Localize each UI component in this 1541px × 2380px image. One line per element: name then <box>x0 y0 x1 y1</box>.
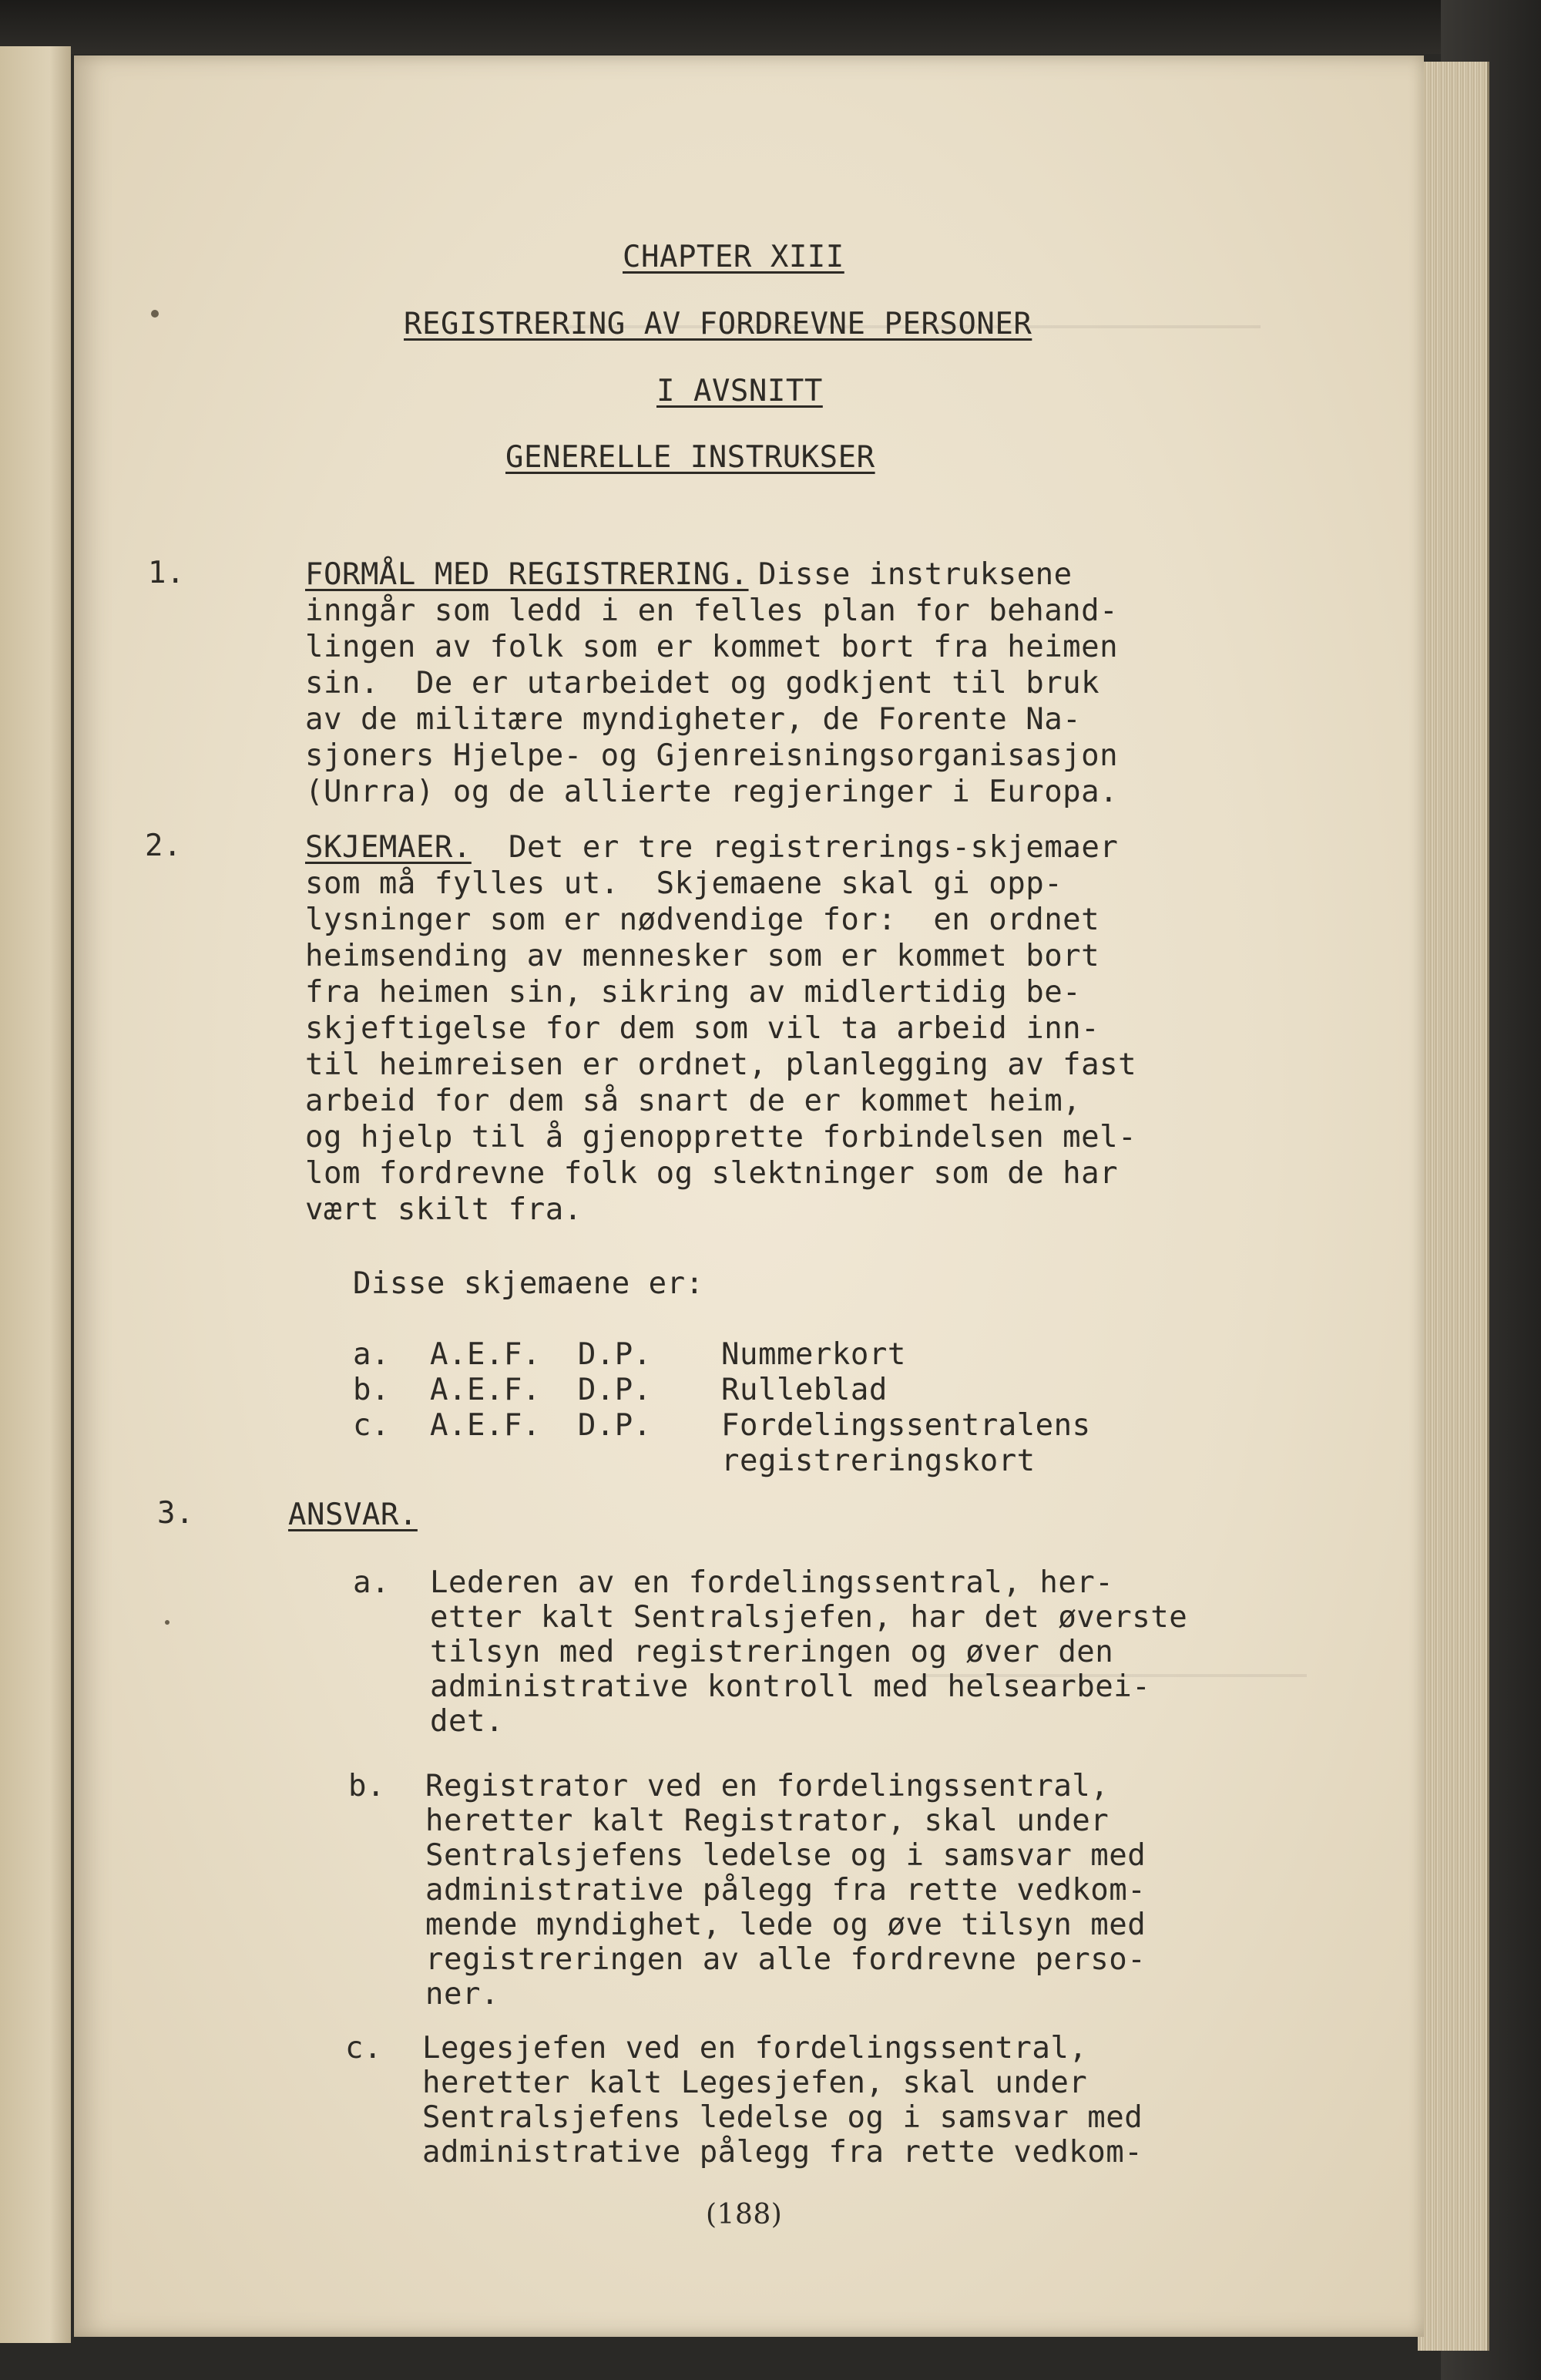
paragraph-line: som må fylles ut. Skjemaene skal gi opp- <box>305 866 1063 901</box>
paragraph-line: det. <box>430 1704 504 1739</box>
paragraph-line: administrative pålegg fra rette vedkom- <box>422 2135 1143 2170</box>
paragraph-line: mende myndighet, lede og øve tilsyn med <box>425 1908 1147 1942</box>
item-number: 2. <box>145 829 182 863</box>
paragraph-line: Registrator ved en fordelingssentral, <box>425 1769 1110 1803</box>
paragraph-line: lysninger som er nødvendige for: en ordnet <box>305 903 1100 937</box>
book-page-edges <box>1418 62 1489 2351</box>
form-name-continued: registreringskort <box>721 1444 1036 1478</box>
item-heading-skjemaer: SKJEMAER. <box>305 830 472 865</box>
paragraph-line: inngår som ledd i en felles plan for behand- <box>305 593 1119 628</box>
facing-page-edge <box>0 46 71 2343</box>
paragraph-line: heimsending av mennesker som er kommet bort <box>305 939 1100 973</box>
document-title: REGISTRERING AV FORDREVNE PERSONER <box>404 307 1032 341</box>
paragraph-line: lingen av folk som er kommet bort fra heimen <box>305 630 1119 664</box>
item-heading-formal: FORMÅL MED REGISTRERING. <box>305 557 749 592</box>
page-number: (188) <box>706 2199 783 2230</box>
scan-backdrop-top <box>0 0 1541 54</box>
form-code: A.E.F. D.P. <box>430 1337 652 1372</box>
paragraph-line: tilsyn med registreringen og øver den <box>430 1635 1114 1669</box>
paragraph-line: heretter kalt Legesjefen, skal under <box>422 2066 1088 2100</box>
item-number: 3. <box>157 1496 194 1531</box>
form-name: Nummerkort <box>721 1337 906 1372</box>
paragraph-line: registreringen av alle fordrevne perso- <box>425 1942 1147 1977</box>
item-number: 1. <box>148 556 185 590</box>
subtitle-heading: GENERELLE INSTRUKSER <box>505 440 875 475</box>
paragraph-line: og hjelp til å gjenopprette forbindelsen mel- <box>305 1120 1137 1155</box>
paragraph-line: til heimreisen er ordnet, planlegging av fast <box>305 1047 1137 1082</box>
margin-speck <box>165 1620 170 1625</box>
paragraph-line: skjeftigelse for dem som vil ta arbeid inn- <box>305 1011 1100 1046</box>
item-heading-ansvar: ANSVAR. <box>288 1498 418 1532</box>
paragraph-line: (Unrra) og de allierte regjeringer i Europa. <box>305 775 1119 809</box>
form-code: A.E.F. D.P. <box>430 1373 652 1407</box>
paragraph-line: administrative pålegg fra rette vedkom- <box>425 1873 1147 1908</box>
form-letter: b. <box>353 1373 390 1407</box>
form-name: Rulleblad <box>721 1373 888 1407</box>
chapter-heading: CHAPTER XIII <box>623 240 844 274</box>
paragraph-line: Sentralsjefens ledelse og i samsvar med <box>422 2100 1143 2135</box>
paragraph-line: lom fordrevne folk og slektninger som de har <box>305 1156 1119 1191</box>
paragraph-line: arbeid for dem så snart de er kommet heim, <box>305 1084 1082 1118</box>
paragraph-line: administrative kontroll med helsearbei- <box>430 1669 1151 1704</box>
subitem-letter: a. <box>353 1565 390 1600</box>
paragraph-line: etter kalt Sentralsjefen, har det øverste <box>430 1600 1188 1635</box>
paragraph-line: vært skilt fra. <box>305 1192 582 1227</box>
paragraph-line: Det er tre registrerings-skjemaer <box>472 830 1119 865</box>
forms-intro: Disse skjemaene er: <box>353 1266 704 1301</box>
paragraph-line: Sentralsjefens ledelse og i samsvar med <box>425 1838 1147 1873</box>
paragraph-line: sjoners Hjelpe- og Gjenreisningsorganisasjon <box>305 738 1119 773</box>
section-heading: I AVSNITT <box>656 374 823 408</box>
paragraph-line: Disse instruksene <box>740 557 1073 592</box>
paragraph-line: Legesjefen ved en fordelingssentral, <box>422 2031 1088 2066</box>
subitem-letter: b. <box>348 1769 385 1803</box>
margin-speck <box>151 310 159 318</box>
paragraph-line: av de militære myndigheter, de Forente Na- <box>305 702 1082 737</box>
paragraph-line: ner. <box>425 1977 499 2012</box>
paragraph-line: heretter kalt Registrator, skal under <box>425 1803 1110 1838</box>
paragraph-line: Lederen av en fordelingssentral, her- <box>430 1565 1114 1600</box>
form-letter: c. <box>353 1408 390 1443</box>
form-name: Fordelingssentralens <box>721 1408 1091 1443</box>
form-letter: a. <box>353 1337 390 1372</box>
paragraph-line: sin. De er utarbeidet og godkjent til bruk <box>305 666 1100 701</box>
paragraph-line: fra heimen sin, sikring av midlertidig be- <box>305 975 1082 1010</box>
document-page <box>74 55 1424 2337</box>
form-code: A.E.F. D.P. <box>430 1408 652 1443</box>
subitem-letter: c. <box>345 2031 382 2066</box>
